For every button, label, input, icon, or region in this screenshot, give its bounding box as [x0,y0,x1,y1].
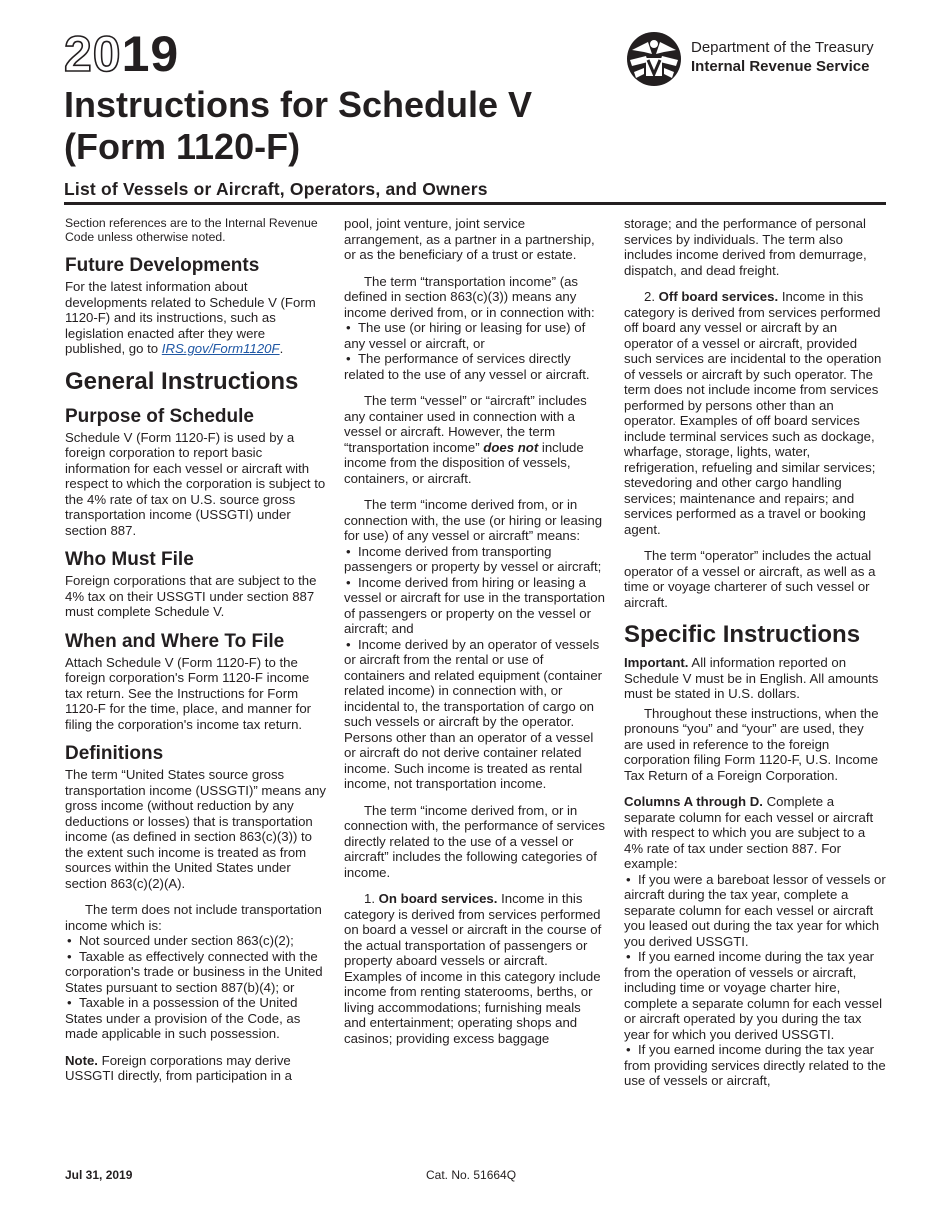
general-instructions-heading: General Instructions [65,367,299,395]
when-where-to-file-text: Attach Schedule V (Form 1120-F) to the foreign corporation's Form 1120-F income tax return. See the Instructions for Form 1120-F for the time, place, and manner for filing the corporation's income tax return. [65,654,312,732]
future-developments-heading: Future Developments [65,255,260,276]
income-derived-list [344,544,606,792]
title-line-1: Instructions for Schedule V [64,84,533,125]
exclusion-list [65,933,327,1042]
transportation-income-list [344,320,606,382]
header-divider [64,202,886,205]
list-item: • The performance of services directly related to the use of any vessel or aircraft. [344,351,606,382]
revision-date: Jul 31, 2019 [65,1168,133,1182]
ussgti-definition: The term “United States source gross transportation income (USSGTI)” means any gross income (without reduction by any deductions or losses) that is transportation income (as defined in section 863(c)(3)) to the extent such income is treated as from sources within the United States under section 863(c)(2)(A). [65,767,326,891]
list-item: • Income derived from transporting passengers or property by vessel or aircraft; [344,544,606,575]
pronouns-paragraph: Throughout these instructions, when the pronouns “you” and “your” are used, they are used in reference to the foreign corporation filing Form 1120-F, U.S. Income Tax Return of a Foreign Corporation. [624,705,879,783]
year-outline-digits: 20 [64,26,122,82]
irs-form1120f-link[interactable]: IRS.gov/Form1120F [161,341,280,356]
form-year [64,26,179,82]
irs-eagle-logo-icon [622,30,686,88]
does-not-emphasis: does not [483,439,539,455]
definitions-heading: Definitions [65,743,164,764]
catalog-number: Cat. No. 51664Q [426,1168,517,1182]
transportation-income-definition: The term “transportation income” (as defined in section 863(c)(3)) means any income derived from, or in connection with: [344,273,595,320]
list-item: • Taxable in a possession of the United States under a provision of the Code, as made applicable in such possession. [65,995,327,1042]
column-2 [344,216,606,1057]
operator-definition: The term “operator” includes the actual operator of a vessel or aircraft, as well as a time or voyage charterer of such vessel or aircraft. [624,548,876,610]
purpose-of-schedule-text: Schedule V (Form 1120-F) is used by a foreign corporation to report basic information for each vessel or aircraft with respect to which the corporation is subject to the 4% rate of tax on U.S. source gross transportation income (USSGTI) under section 887. [65,429,326,538]
list-item: • If you earned income during the tax year from providing services directly related to the use of vessels or aircraft, [624,1042,886,1089]
list-item: • If you were a bareboat lessor of vessels or aircraft during the tax year, complete a separate column for each vessel or aircraft you leased out during the tax year for which you derived USSGTI. [624,872,886,950]
who-must-file-text: Foreign corporations that are subject to the 4% tax on their USSGTI under section 887 must complete Schedule V. [65,573,317,619]
columns-a-d-list [624,872,886,1089]
title-line-2: (Form 1120-F) [64,126,301,167]
columns-a-d-label: Columns A through D. [624,794,763,809]
page-title [64,84,664,168]
column-3 [624,216,886,1100]
list-item: • Income derived by an operator of vessels or aircraft from the rental or use of containers and related equipment (container related income) in connection with, or incidental to, the transportation of cargo on such vessels or aircraft by the operator. Persons other than an operator of a vessel or aircraft do not derive container related income. Such income is treated as rental income, not transportation income. [344,637,606,792]
irs-line: Internal Revenue Service [691,58,870,75]
on-board-services-label: On board services. [378,891,498,906]
agency-name [691,38,874,76]
section-references-note: Section references are to the Internal Revenue Code unless otherwise noted. [65,216,318,244]
important-label: Important. [624,655,689,670]
off-board-services-label: Off board services. [658,289,779,304]
important-paragraph: Important. All information reported on Schedule V must be in English. All amounts must be stated in U.S. dollars. [624,655,879,701]
list-item: • Not sourced under section 863(c)(2); [65,933,327,949]
income-derived-definition: The term “income derived from, or in connection with, the use (or hiring or leasing for use) of any vessel or aircraft” means: [344,497,603,543]
not-include-intro: The term does not include transportation income which is: [65,902,322,933]
when-where-to-file-heading: When and Where To File [65,630,285,652]
on-board-services-paragraph: 1. On board services. Income in this category is derived from services performed on board a vessel or aircraft in the course of the actual transportation of passengers or property aboard vessels or aircraft. Examples of income in this category include income from renting staterooms, berths, or living accommodations; furnishing meals and entertainment; operating shops and casinos; providing excess baggage [344,891,602,1046]
department-line: Department of the Treasury [691,39,874,56]
note-label: Note. [65,1052,98,1068]
list-item: • The use (or hiring or leasing for use) of any vessel or aircraft, or [344,320,606,351]
list-item: • Income derived from hiring or leasing a vessel or aircraft for use in the transportation of passengers or property on the vessel or aircraft; and [344,575,606,637]
columns-a-d-paragraph: Columns A through D. Complete a separate column for each vessel or aircraft with respect to which you are subject to a 4% rate of tax under section 887. For example: [624,794,874,871]
vessel-aircraft-definition: The term “vessel” or “aircraft” includes any container used in connection with a vessel or aircraft. However, the term “transportation income” does not include income from the disposition of vessels, containers, or aircraft. [344,393,587,486]
page-subtitle: List of Vessels or Aircraft, Operators, and Owners [64,179,488,199]
column-1 [65,216,327,1095]
services-definition: The term “income derived from, or in connection with, the performance of services directly related to the use of a vessel or aircraft” includes the following categories of income. [344,802,605,880]
note-paragraph: Note. Foreign corporations may derive USSGTI directly, from participation in a [65,1052,292,1083]
year-solid-digits: 19 [121,26,180,82]
future-developments-text: For the latest information about developments related to Schedule V (Form 1120-F) and its instructions, such as legislation enacted after they were published, go to IRS.gov/Form1120F. [65,279,316,356]
off-board-services-paragraph: 2. Off board services. Income in this category is derived from services performed off board any vessel or aircraft by an operator of a vessel or aircraft, provided such services are incidental to the operation of vessels or aircraft by such operator. The term does not include income from services performed by persons other than an operator. Examples of off board services include terminal services such as dockage, wharfage, storage, lights, water, refrigeration, refueling and similar services; stevedoring and other cargo handling services; maintenance and repairs; and services performed as a travel or booking agent. [624,289,882,537]
on-board-continuation: storage; and the performance of personal services by individuals. The term also includes income derived from demurrage, dispatch, and dead freight. [624,216,867,278]
specific-instructions-heading: Specific Instructions [624,621,861,648]
purpose-of-schedule-heading: Purpose of Schedule [65,405,254,427]
who-must-file-heading: Who Must File [65,549,194,570]
note-continuation: pool, joint venture, joint service arrangement, as a partner in a partnership, or as the beneficiary of a trust or estate. [344,216,595,262]
list-item: • Taxable as effectively connected with the corporation's trade or business in the United States pursuant to section 887(b)(4); or [65,949,327,996]
list-item: • If you earned income during the tax year from the operation of vessels or aircraft, including time or voyage charter hire, complete a separate column for each vessel or aircraft operated by you during the tax year for which you derived USSGTI. [624,949,886,1042]
